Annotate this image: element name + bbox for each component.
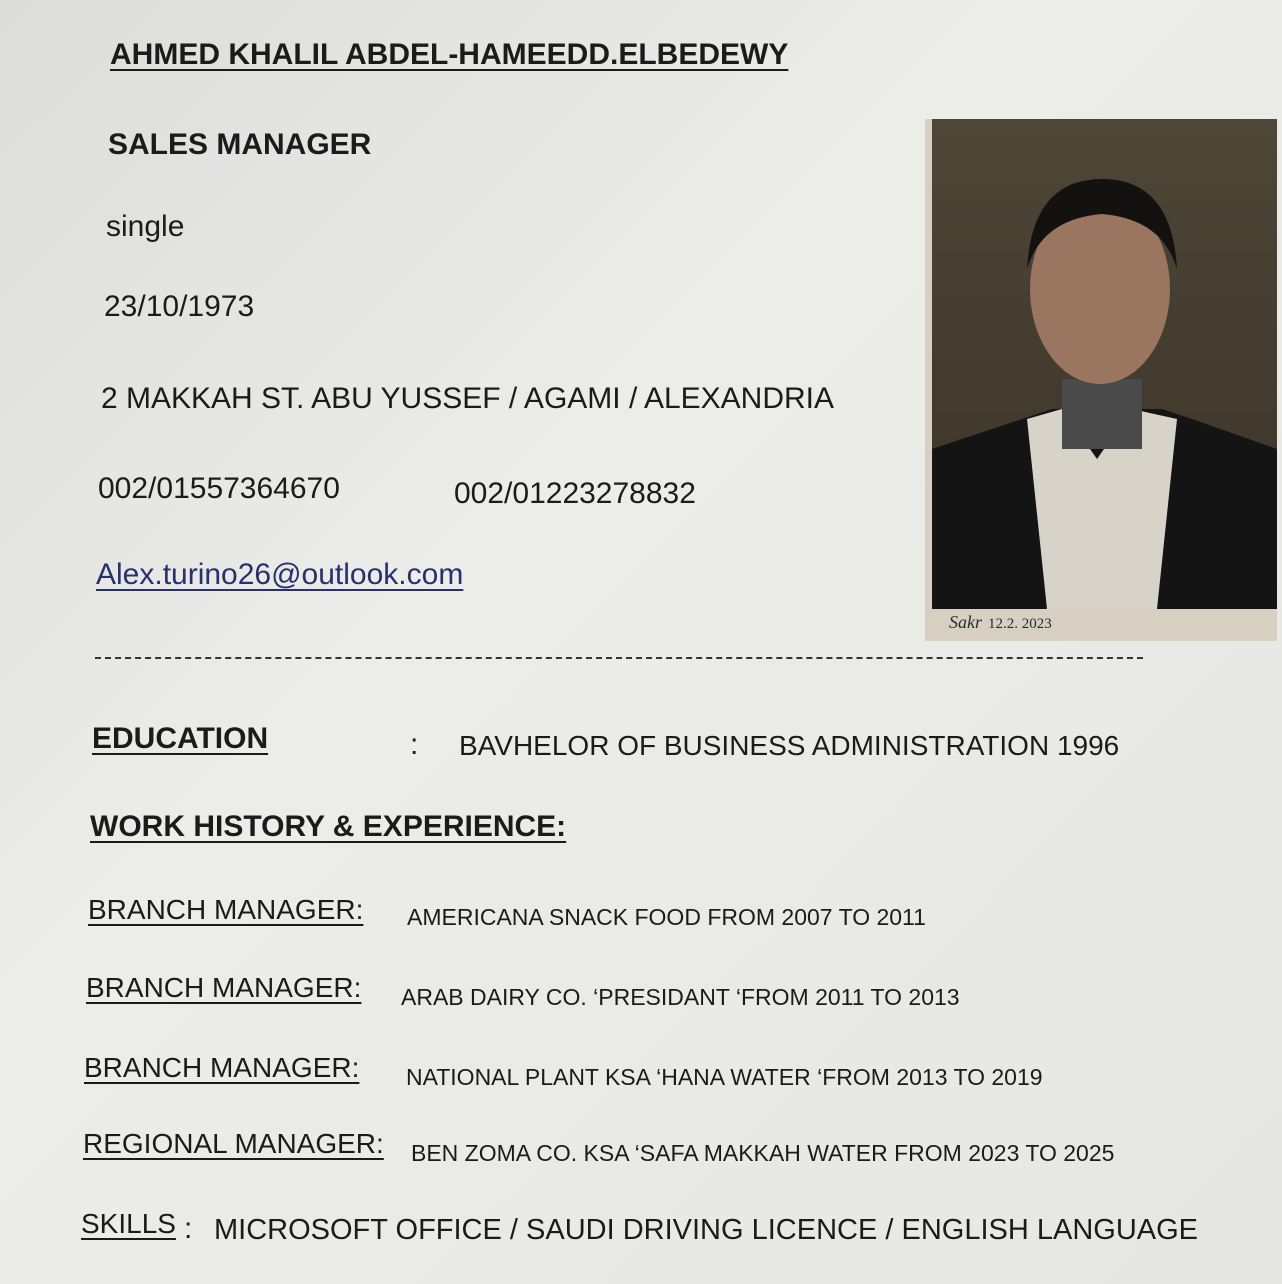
phone-2: 002/01223278832 [454, 477, 696, 510]
studio-logo: Sakr [949, 612, 982, 632]
education-separator: : [410, 728, 419, 761]
skills-label: SKILLS [81, 1208, 176, 1239]
work-detail: NATIONAL PLANT KSA ‘HANA WATER ‘FROM 2013 TO 2019 [406, 1064, 1043, 1090]
work-detail: AMERICANA SNACK FOOD FROM 2007 TO 2011 [407, 904, 926, 930]
address: 2 MAKKAH ST. ABU YUSSEF / AGAMI / ALEXANDRIA [101, 382, 835, 415]
marital-status: single [106, 210, 185, 243]
skills-separator: : [184, 1212, 193, 1245]
work-detail: ARAB DAIRY CO. ‘PRESIDANT ‘FROM 2011 TO 2013 [401, 984, 960, 1010]
work-role: BRANCH MANAGER: [88, 894, 364, 925]
job-title: SALES MANAGER [108, 128, 372, 161]
work-role: BRANCH MANAGER: [84, 1052, 360, 1083]
photo-stamp [949, 612, 1052, 633]
section-divider [95, 657, 1143, 659]
birth-date: 23/10/1973 [104, 290, 255, 323]
person-portrait-icon [932, 119, 1277, 609]
education-value: BAVHELOR OF BUSINESS ADMINISTRATION 1996 [459, 730, 1120, 761]
email-link[interactable]: Alex.turino26@outlook.com [96, 558, 464, 591]
work-role: BRANCH MANAGER: [86, 972, 362, 1003]
education-label: EDUCATION [92, 722, 269, 755]
work-heading: WORK HISTORY & EXPERIENCE: [90, 810, 567, 843]
work-role: REGIONAL MANAGER: [83, 1128, 384, 1159]
phone-1: 002/01557364670 [98, 472, 340, 505]
photo-date: 12.2. 2023 [988, 616, 1052, 632]
work-detail: BEN ZOMA CO. KSA ‘SAFA MAKKAH WATER FROM 2023 TO 2025 [411, 1140, 1115, 1166]
candidate-name: AHMED KHALIL ABDEL-HAMEEDD.ELBEDEWY [110, 38, 789, 71]
profile-photo [925, 119, 1277, 641]
skills-value: MICROSOFT OFFICE / SAUDI DRIVING LICENCE / ENGLISH LANGUAGE [214, 1214, 1199, 1246]
